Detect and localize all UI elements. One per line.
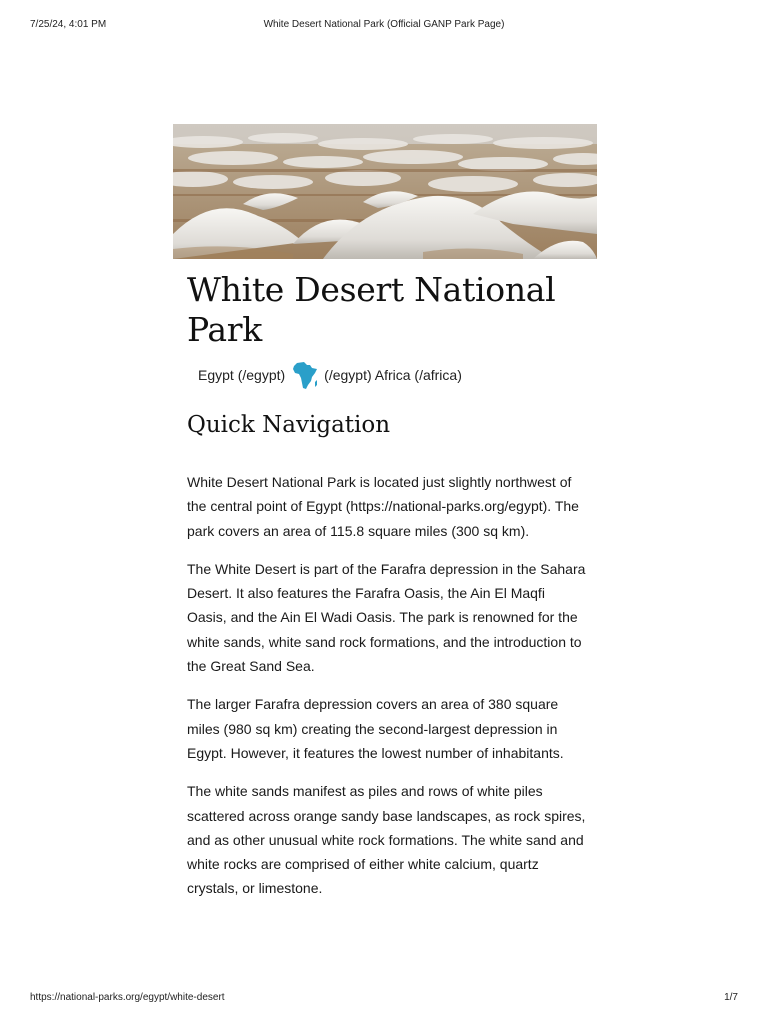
article-body xyxy=(187,470,587,901)
breadcrumb xyxy=(198,360,587,390)
page-title: White Desert National Park xyxy=(187,270,556,349)
print-header xyxy=(0,0,768,40)
print-page-title: White Desert National Park (Official GANP Park Page) xyxy=(263,19,505,30)
breadcrumb-country-link[interactable]: Egypt (/egypt) xyxy=(198,367,286,383)
hero-image-white-desert xyxy=(173,124,597,259)
print-datetime: 7/25/24, 4:01 PM xyxy=(30,19,107,30)
paragraph: The white sands manifest as piles and rows of white piles scattered across orange sandy base landscapes, as rock spires, and as other unusual white rock formations. The white sand and white rocks are comprised of either white calcium, quartz crystals, or limestone. xyxy=(187,783,586,897)
paragraph: White Desert National Park is located just slightly northwest of the central point of Egypt (https://national-parks.org/egypt). The park covers an area of 115.8 square miles (300 sq km). xyxy=(187,474,579,539)
quick-navigation-heading: Quick Navigation xyxy=(187,412,391,438)
print-page-number: 1/7 xyxy=(724,992,738,1003)
main-content xyxy=(187,270,587,915)
africa-map-icon[interactable] xyxy=(291,360,319,390)
paragraph: The White Desert is part of the Farafra depression in the Sahara Desert. It also features the Farafra Oasis, the Ain El Maqfi Oasis, and the Ain El Wadi Oasis. The park is renowned for the white sands, white sand rock formations, and the introduction to the Great Sand Sea. xyxy=(187,560,586,675)
print-url: https://national-parks.org/egypt/white-desert xyxy=(30,992,225,1003)
print-footer xyxy=(0,992,768,1012)
paragraph: The larger Farafra depression covers an area of 380 square miles (980 sq km) creating the second-largest depression in Egypt. However, it features the lowest number of inhabitants. xyxy=(187,696,564,761)
breadcrumb-continent-link[interactable]: (/egypt) Africa (/africa) xyxy=(324,367,462,383)
